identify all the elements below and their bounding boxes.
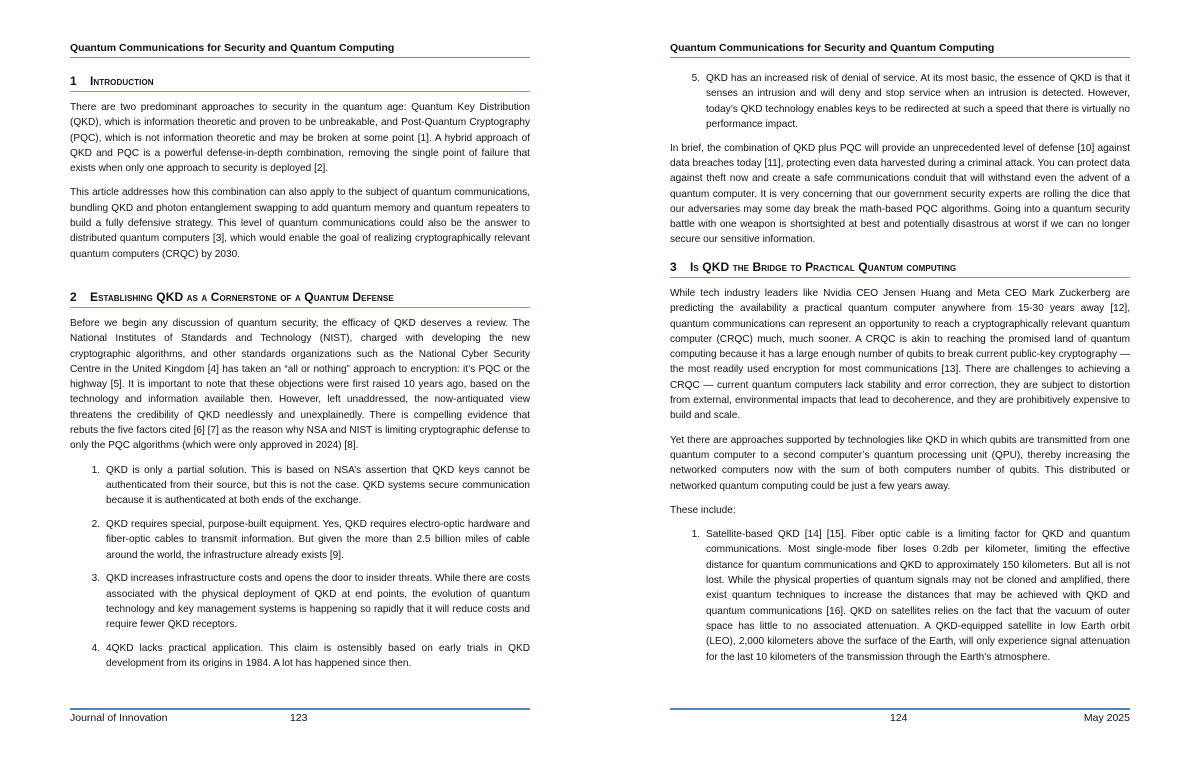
- paragraph: Yet there are approaches supported by technologies like QKD in which qubits are transmitted from one quantum computer to a second computer’s quantum processing unit (QPU), thereby increasing the networked computers now with the sum of both computers number of qubits. This distributed or networked quantum computing could be just a few years away.: [670, 434, 1130, 492]
- section-title: Is QKD the Bridge to Practical Quantum computing: [690, 260, 957, 274]
- section-number: 1: [70, 74, 77, 88]
- footer-rule: [670, 708, 1130, 710]
- list-item: [70, 571, 530, 632]
- list-text: QKD is only a partial solution. This is based on NSA’s assertion that QKD keys cannot be authenticated from their source, but this is not the case. QKD systems secure communication because it is authenticated at both ends of the exchange.: [106, 464, 530, 507]
- list-text: QKD requires special, purpose-built equipment. Yes, QKD requires electro-optic hardware and fiber-optic cables to transmit information. But given the more than 2.5 billion miles of cable around the world, the infrastructure already exists [9].: [106, 519, 530, 561]
- paragraph: While tech industry leaders like Nvidia CEO Jensen Huang and Meta CEO Mark Zuckerberg are predicting the availability a practical quantum computer anywhere from 15-30 years away [12], quantum communications can represent an opportunity to reach a cryptographically relevant quantum computer (CRQC) much, much sooner. A CRQC is akin to reaching the promised land of quantum computing because it has a large enough number of qubits to break current public-key cryptography — the most readily used encryption for most communications [13]. There are challenges to achieving a CRQC — current quantum computers lack stability and error correction, they are subject to distortion from external, environmental impacts that lead to decoherence, and they are prohibitively expensive to build and scale.: [670, 288, 1130, 422]
- list-number: 3.: [91, 573, 100, 585]
- section-1: [70, 73, 530, 271]
- list-text: QKD increases infrastructure costs and opens the door to insider threats. While there are costs associated with the physical deployment of QKD at end points, the evolution of quantum technology and key management systems is happening so rapidly that it will reduce costs and require fewer QKD receptors.: [106, 573, 530, 631]
- page-number: 123: [290, 712, 308, 724]
- paragraph: In brief, the combination of QKD plus PQC will provide an unprecedented level of defense [10] against data breaches today [11], protecting even data harvested during a criminal attack. You can protect data against theft now and create a safe communications conduit that will withstand even the advent of a quantum computer. It is very concerning that our government security experts are rolling the dice that our adversaries may some day break the math-based PQC algorithms. Going into a quantum security battle with one weapon is shortsighted at best and potentially disastrous at worst if we can no longer secure our sensitive information.: [670, 142, 1130, 246]
- running-head: Quantum Communications for Security and Quantum Computing: [70, 42, 395, 54]
- list-number: 2.: [91, 519, 100, 531]
- section-title: Establishing QKD as a Cornerstone of a Quantum Defense: [90, 290, 394, 304]
- running-head: Quantum Communications for Security and Quantum Computing: [670, 42, 995, 54]
- list-item: [70, 517, 530, 563]
- list-item: [670, 527, 1130, 665]
- section-number: 3: [670, 260, 677, 274]
- list-item: [670, 71, 1130, 132]
- section-2: [70, 289, 530, 680]
- paragraph: These include:: [670, 504, 736, 516]
- list-item: [70, 641, 530, 672]
- section-number: 2: [70, 290, 77, 304]
- paragraph: This article addresses how this combination can also apply to the subject of quantum communications, bundling QKD and photon entanglement swapping to add quantum memory and quantum repeaters to build a fully defensive strategy. This level of quantum communications could also be the answer to distributed quantum computers [3], which would enable the goal of realizing cryptographically relevant quantum computers (CRQC) by 2030.: [70, 187, 530, 260]
- header-rule: [70, 57, 530, 58]
- page-number: 124: [890, 712, 908, 724]
- list-number: 1.: [91, 464, 100, 476]
- section-heading: [70, 289, 530, 308]
- journal-name: Journal of Innovation: [70, 712, 168, 724]
- list-number: 4.: [91, 643, 100, 655]
- paragraph: Before we begin any discussion of quantum security, the efficacy of QKD deserves a review. The National Institutes of Standards and Technology (NIST), charged with developing the new cryptographic algorithms, and other standards organizations such as the National Cyber Security Centre in the United Kingdom [4] has taken an “all or nothing” approach to encryption: it’s PQC or the highway [5]. It is important to note that these objections were first raised 10 years ago, based on the technology and information available then. However, left unaddressed, the now-antiquated view threatens the credibility of QKD needlessly and unexplainedly. There is compelling evidence that rebuts the five factors cited [6] [7] as the reason why NSA and NIST is limiting cryptographic defense to only the PQC algorithms (which were only approved in 2024) [8].: [70, 318, 530, 452]
- list-number: 5.: [691, 73, 700, 84]
- list-text: 4QKD lacks practical application. This claim is ostensibly based on early trials in QKD development from its origins in 1984. A lot has happened since then.: [106, 643, 530, 670]
- section-heading: [670, 259, 1130, 278]
- approaches-list: [670, 527, 1130, 665]
- paragraph: There are two predominant approaches to security in the quantum age: Quantum Key Distribution (QKD), which is information theoretic and proven to be unbreakable, and Post-Quantum Cryptography (PQC), which is not information theoretic and may be broken at some point [1]. A hybrid approach of QKD and PQC is a powerful defense-in-depth combination, removing the single point of failure that exists when only one approach to security is deployed [2].: [70, 102, 530, 175]
- continued-content: [670, 71, 1130, 257]
- footer-rule: [70, 708, 530, 710]
- list-text: Satellite-based QKD [14] [15]. Fiber optic cable is a limiting factor for QKD and quantum communications. Most single-mode fiber loses 0.2db per kilometer, limiting the effective distance for quantum communications and QKD to approximately 150 kilometers. But all is not lost. While the physical properties of quantum signals may not be cloned and amplified, there exist quantum techniques to increase the distances that may be achieved with QKD and quantum communications [16]. QKD on satellites relies on the fact that the vacuum of outer space has little to no associated attenuation. A QKD-equipped satellite in low Earth orbit (LEO), 2,000 kilometers above the surface of the Earth, will only experience signal attenuation for the last 10 kilometers of the transmission through the Earth’s atmosphere.: [706, 529, 1130, 663]
- header-rule: [670, 57, 1130, 58]
- section-3: [670, 259, 1130, 673]
- list-text: QKD has an increased risk of denial of service. At its most basic, the essence of QKD is that it senses an intrusion and will deny and stop service when an intrusion is detected. However, today’s QKD technology enables keys to be redirected at such a speed that there is virtually no performance impact.: [706, 73, 1130, 130]
- right-page: [670, 0, 1130, 776]
- left-page: [70, 0, 530, 776]
- issue-date: May 2025: [1083, 712, 1130, 724]
- objection-list: [70, 463, 530, 672]
- section-heading: [70, 73, 530, 92]
- list-item: [70, 463, 530, 509]
- section-title: Introduction: [90, 74, 154, 88]
- objection-list-continued: [670, 71, 1130, 132]
- list-number: 1.: [691, 529, 700, 541]
